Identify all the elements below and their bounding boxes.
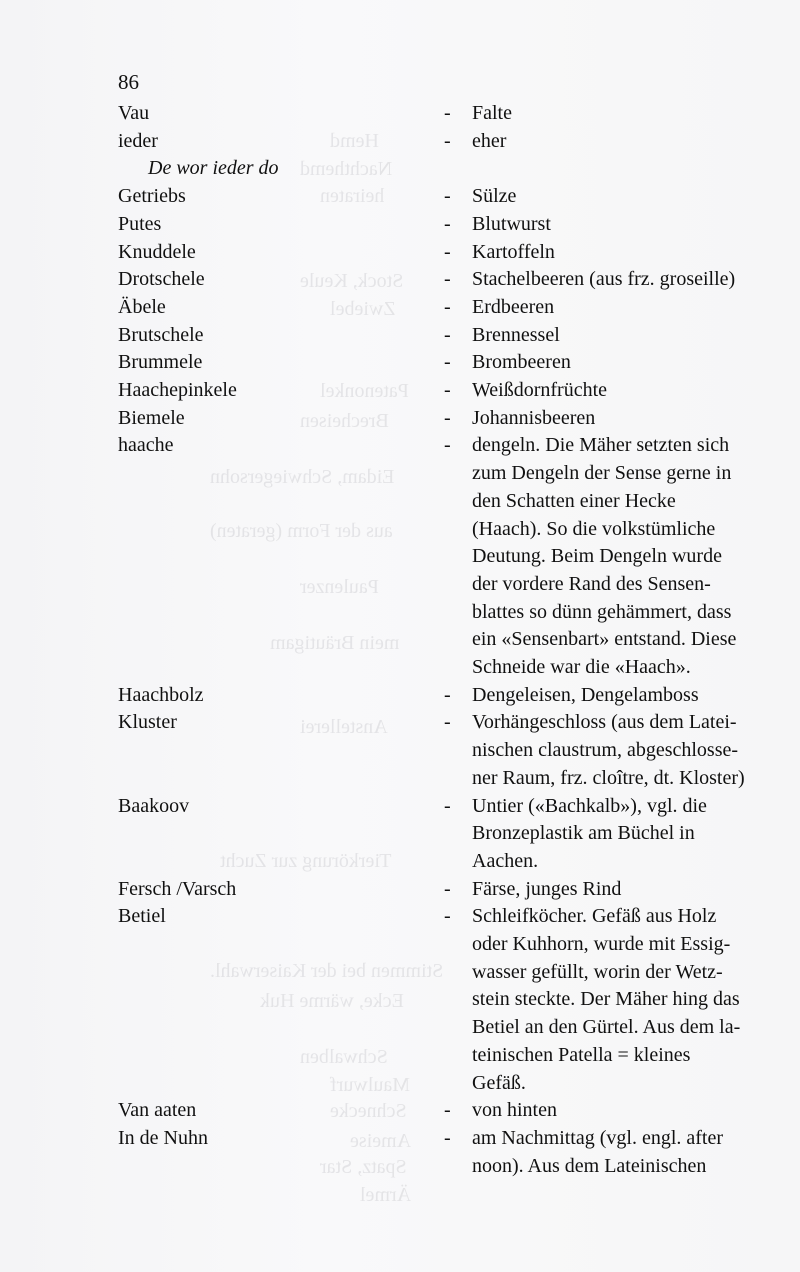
entry-dash: - (444, 406, 451, 429)
entry-definition: Färse, junges Rind (472, 877, 622, 900)
bleed-through-texture: Stimmen bei der Kaiserwahl. (210, 960, 444, 982)
glossary-entry (0, 1097, 800, 1125)
entry-definition: am Nachmittag (vgl. engl. after noon). Aus dem Lateinischen (472, 1127, 724, 1177)
entry-definition: Falte (472, 102, 512, 124)
entry-dash: - (444, 1127, 451, 1149)
entry-term: Brummele (118, 351, 203, 374)
entry-definition: Erdbeeren (472, 295, 555, 318)
bleed-through-texture: Nachthemd (300, 158, 393, 180)
entry-definition: dengeln. Die Mäher setzten sich zum Dengeln der Sense gerne in den Schatten einer Hecke (Haach). So die volkstümliche Deutung. Beim Dengeln wurde der vordere Rand des Sensen- blattes so dünn gehämmert, dass ein «Sensenbart» entstand. Diese Schneide war die «Haach». (472, 434, 737, 679)
entry-term: Äbele (118, 295, 166, 318)
entry-term: Betiel (118, 905, 166, 928)
glossary-entry (0, 1125, 800, 1180)
bleed-through-texture: Tierkörung zur Zucht (220, 850, 392, 872)
glossary-entry (0, 903, 800, 1097)
entry-term: De wor ieder do (148, 157, 279, 180)
entry-dash: - (444, 212, 451, 235)
bleed-through-texture: Ecke, wärme Huk (260, 990, 404, 1012)
bleed-through-texture: Paulenzer (300, 576, 379, 598)
bleed-through-texture: Ärmel (360, 1184, 412, 1206)
bleed-through-texture: mein Bräutigam (270, 632, 400, 654)
bleed-through-texture: Stock, Keule (300, 270, 404, 292)
entry-term: Haachbolz (118, 683, 204, 706)
entry-term: Haachepinkele (118, 379, 237, 402)
entry-dash: - (444, 794, 451, 817)
entry-term: Putes (118, 212, 162, 235)
bleed-through-texture: heiraten (320, 185, 385, 207)
glossary-entries (0, 100, 800, 1180)
glossary-entry (0, 128, 800, 156)
entry-dash: - (444, 295, 451, 318)
entry-definition: Dengeleisen, Dengelamboss (472, 683, 699, 706)
entry-definition: Brombeeren (472, 351, 571, 374)
entry-term: Baakoov (118, 794, 190, 817)
entry-definition: Vorhängeschloss (aus dem Latei- nischen claustrum, abgeschlosse- ner Raum, frz. cloître, dt. Kloster) (472, 711, 745, 789)
entry-definition: Schleifköcher. Gefäß aus Holz oder Kuhhorn, wurde mit Essig- wasser gefüllt, worin der Wetz- stein steckte. Der Mäher hing das Betiel an den Gürtel. Aus dem la- teinischen Patella = kleines Gefäß. (472, 905, 741, 1094)
entry-term: Brutschele (118, 323, 204, 346)
bleed-through-texture: Spatz, Star (320, 1156, 407, 1178)
entry-dash: - (444, 129, 451, 152)
entry-term: Getriebs (118, 185, 186, 208)
entry-definition: Brennessel (472, 323, 560, 346)
glossary-entry (0, 377, 800, 405)
glossary-entry (0, 266, 800, 294)
entry-dash: - (444, 683, 451, 706)
entry-dash: - (444, 240, 451, 263)
entry-definition: Sülze (472, 185, 517, 208)
bleed-through-texture: Brecheisen (300, 410, 389, 432)
entry-term: Vau (118, 102, 150, 124)
entry-definition (472, 155, 792, 183)
glossary-entry (0, 349, 800, 377)
entry-dash: - (444, 877, 451, 900)
glossary-entry (0, 100, 800, 128)
entry-term: haache (118, 434, 174, 457)
entry-definition: Weißdornfrüchte (472, 379, 607, 402)
entry-term: Fersch /Varsch (118, 877, 237, 900)
entry-term: Knuddele (118, 240, 196, 263)
entry-dash: - (444, 185, 451, 208)
bleed-through-texture: Maulwurf (330, 1074, 410, 1096)
glossary-entry (0, 682, 800, 710)
entry-dash: - (444, 379, 451, 402)
entry-term: In de Nuhn (118, 1127, 208, 1149)
entry-definition: Johannisbeeren (472, 406, 596, 429)
glossary-entry (0, 322, 800, 350)
entry-dash: - (444, 711, 451, 734)
bleed-through-texture: Hemd (330, 130, 379, 152)
bleed-through-texture: Anstellerei (300, 716, 388, 738)
bleed-through-texture: Ameise (350, 1130, 412, 1152)
entry-definition: eher (472, 129, 507, 152)
entry-dash: - (444, 434, 451, 457)
entry-term: ieder (118, 129, 158, 152)
bleed-through-texture: Zwiebel (330, 298, 396, 320)
glossary-entry (0, 405, 800, 433)
entry-definition: Stachelbeeren (aus frz. groseille) (472, 268, 736, 291)
entry-definition: Blutwurst (472, 212, 551, 235)
glossary-entry (0, 709, 800, 792)
page-number: 86 (118, 70, 139, 94)
entry-term: Kluster (118, 711, 177, 734)
glossary-entry (0, 793, 800, 876)
entry-term: Van aaten (118, 1099, 197, 1122)
entry-dash: - (444, 351, 451, 374)
glossary-entry (0, 183, 800, 211)
bleed-through-texture: Eidam, Schwiegersohn (210, 466, 395, 488)
entry-dash: - (444, 323, 451, 346)
entry-term: Biemele (118, 406, 185, 429)
entry-definition: Kartoffeln (472, 240, 555, 263)
bleed-through-texture: Patenonkel (320, 380, 409, 402)
entry-dash: - (444, 102, 451, 124)
entry-definition: von hinten (472, 1099, 557, 1122)
entry-definition: Untier («Bachkalb»), vgl. die Bronzeplastik am Büchel in Aachen. (472, 794, 707, 872)
glossary-entry (0, 239, 800, 267)
glossary-entry (0, 155, 800, 183)
bleed-through-texture: Schwalben (300, 1046, 388, 1068)
glossary-entry (0, 876, 800, 904)
entry-dash: - (444, 905, 451, 928)
bleed-through-texture: Schnecke (330, 1100, 407, 1122)
entry-dash: - (444, 268, 451, 291)
entry-dash: - (444, 1099, 451, 1122)
entry-term: Drotschele (118, 268, 205, 291)
glossary-entry (0, 211, 800, 239)
bleed-through-texture: aus der Form (geraten) (210, 520, 393, 542)
glossary-entry (0, 294, 800, 322)
glossary-entry (0, 432, 800, 681)
